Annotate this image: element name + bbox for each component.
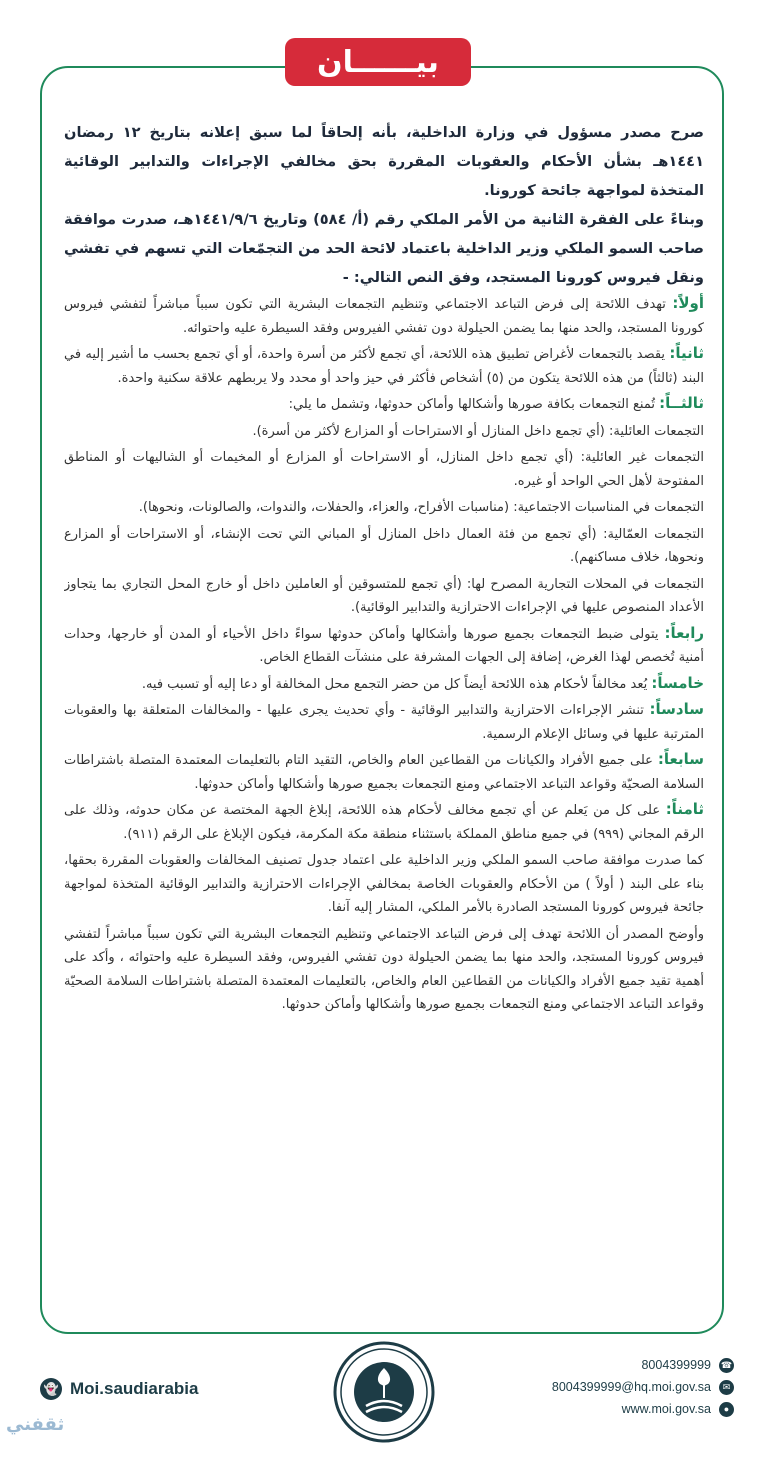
article-lead: سادساً: xyxy=(649,700,704,718)
social-handle: Moi.saudiarabia xyxy=(70,1379,199,1398)
article-text: يُعد مخالفاً لأحكام هذه اللائحة أيضاً كل من حضر التجمع محل المخالفة أو دعا إليه أو تسبب فيه. xyxy=(141,676,652,692)
article-paragraph xyxy=(64,698,704,746)
article-text: تهدف اللائحة إلى فرض التباعد الاجتماعي وتنظيم التجمعات البشرية التي تكون سبباً مباشراً لتفشي فيروس كورونا المستجد، والحد منها بما يضمن الحيلولة دون تفشي الفيروس وفقد السيطرة عليه واحتوائه. xyxy=(64,297,704,336)
article-lead: رابعاً: xyxy=(664,623,704,642)
snapchat-icon: 👻 xyxy=(40,1378,62,1400)
article-paragraph xyxy=(64,419,704,444)
article-lead: ثامناً: xyxy=(665,800,704,818)
article-text: على كل من يَعلم عن أي تجمع مخالف لأحكام هذه اللائحة، إبلاغ الجهة المختصة عن مكان حدوثه، وذلك على الرقم المجاني (٩٩٩) في جميع مناطق المملكة باستثناء منطقة مكة المكرمة، فيكون الإبلاغ على الرقم (٩١١). xyxy=(64,803,704,842)
articles-list xyxy=(64,292,704,1017)
phone-number: 8004399999 xyxy=(641,1358,711,1372)
article-text: وأوضح المصدر أن اللائحة تهدف إلى فرض التباعد الاجتماعي وتنظيم التجمعات البشرية التي تكون سبباً مباشراً لتفشي فيروس كورونا المستجد، والحد منها بما يضمن الحيلولة دون تفشي الفيروس، وفقد السيطرة عليه واحتوائه ، وأكد على أهمية تقيد جميع الأفراد والكيانات من القطاعين العام والخاص، بالتعليمات المعتمدة المتصلة باشتراطات السلامة الصحيّة وقواعد التباعد الاجتماعي ومنع التجمعات بجميع صورها وأشكالها وأماكن حدوثها. xyxy=(64,926,704,1012)
statement-title: بيــــــان xyxy=(285,38,471,86)
article-lead: خامساً: xyxy=(651,673,704,692)
intro-paragraph-1: صرح مصدر مسؤول في وزارة الداخلية، بأنه إلحاقاً لما سبق إعلانه بتاريخ ١٢ رمضان ١٤٤١هـ بشأن الأحكام والعقوبات المقررة بحق مخالفي الإجراءات والتدابير الوقائية المتخذة لمواجهة جائحة كورونا. xyxy=(64,124,704,199)
social-account[interactable] xyxy=(40,1378,198,1400)
article-lead: ثانياً: xyxy=(669,344,704,362)
article-text: التجمعات العمّالية: (أي تجمع من فئة العمال داخل المنازل أو المباني التي تحت الإنشاء، أو الاستراحات أو المزارع ونحوها، خلاف مساكنهم). xyxy=(64,526,704,565)
watermark-logo: ثقفني xyxy=(6,1414,65,1435)
email-address: 8004399999@hq.moi.gov.sa xyxy=(551,1380,711,1394)
article-paragraph xyxy=(64,292,704,340)
article-paragraph xyxy=(64,495,704,520)
article-paragraph xyxy=(64,848,704,920)
phone-row[interactable] xyxy=(534,1354,734,1376)
article-lead: أولاً: xyxy=(672,294,704,312)
phone-icon: ☎ xyxy=(719,1358,734,1373)
website-row[interactable] xyxy=(534,1398,734,1420)
article-text: التجمعات غير العائلية: (أي تجمع داخل المنازل، أو الاستراحات أو المزارع أو المخيمات أو الشاليهات أو المناطق المفتوحة لأهل الحي الواحد أو غيره. xyxy=(64,450,704,489)
footer xyxy=(0,1340,768,1458)
article-paragraph xyxy=(64,392,704,417)
article-paragraph xyxy=(64,672,704,697)
contact-info xyxy=(534,1354,734,1420)
article-paragraph xyxy=(64,522,704,570)
article-paragraph xyxy=(64,798,704,846)
article-text: على جميع الأفراد والكيانات من القطاعين العام والخاص، التقيد التام بالتعليمات المعتمدة المتصلة باشتراطات السلامة الصحيّة وقواعد التباعد الاجتماعي ومنع التجمعات بجميع صورها وأشكالها وأماكن حدوثها. xyxy=(64,753,704,792)
ministry-emblem-icon xyxy=(332,1340,436,1444)
article-text: يقصد بالتجمعات لأغراض تطبيق هذه اللائحة، أي تجمع لأكثر من أسرة واحدة، أو أي تجمع بحسب ما أشير إليه في البند (ثالثاً) من هذه اللائحة يتكون من (٥) أشخاص فأكثر في حيز واحد أو محدد ولا يربطهم علاقة سكنية واحدة. xyxy=(64,347,704,386)
statement-body xyxy=(64,118,704,1318)
globe-icon: ● xyxy=(719,1402,734,1417)
article-paragraph xyxy=(64,572,704,620)
article-text: تُمنع التجمعات بكافة صورها وأشكالها وأماكن حدوثها، وتشمل ما يلي: xyxy=(288,397,660,412)
article-lead: ثالثــاً: xyxy=(659,394,704,412)
article-paragraph xyxy=(64,748,704,796)
article-text: التجمعات في المناسبات الاجتماعية: (مناسبات الأفراح، والعزاء، والحفلات، والندوات، والصالونات، ونحوها). xyxy=(138,500,704,515)
article-paragraph xyxy=(64,342,704,390)
article-text: يتولى ضبط التجمعات بجميع صورها وأشكالها وأماكن حدوثها سواءً داخل الأحياء أو المدن أو خارجها، وحدات أمنية تُخصص لهذا الغرض، إضافة إلى الجهات المشرفة على منشآت القطاع الخاص. xyxy=(64,626,704,665)
article-text: التجمعات في المحلات التجارية المصرح لها: (أي تجمع للمتسوقين أو العاملين داخل أو خارج المحل التجاري بما يتجاوز الأعداد المنصوص عليها في الإجراءات الاحترازية والتدابير الوقائية). xyxy=(64,576,704,615)
email-row[interactable] xyxy=(534,1376,734,1398)
article-paragraph xyxy=(64,445,704,493)
article-paragraph xyxy=(64,922,704,1017)
article-text: تنشر الإجراءات الاحترازية والتدابير الوقائية - وأي تحديث يجرى عليها - والمخالفات المتعلقة بها والعقوبات المترتبة عليها في وسائل الإعلام الرسمية. xyxy=(64,703,704,742)
article-lead: سابعاً: xyxy=(657,750,704,768)
intro-paragraph-2: وبناءً على الفقرة الثانية من الأمر الملكي رقم (أ/ ٥٨٤) وتاريخ ١٤٤١/٩/٦هـ، صدرت موافقة صاحب السمو الملكي وزير الداخلية باعتماد لائحة الحد من التجمّعات التي تسهم في تفشي ونقل فيروس كورونا المستجد، وفق النص التالي: - xyxy=(64,211,704,286)
article-text: كما صدرت موافقة صاحب السمو الملكي وزير الداخلية على اعتماد جدول تصنيف المخالفات والعقوبات المقررة بحقها، بناء على البند ( أولاً ) من الأحكام والعقوبات الخاصة بمخالفي الإجراءات الاحترازية والتدابير الوقائية المتخذة لمواجهة جائحة فيروس كورونا المستجد الصادرة بالأمر الملكي، المشار إليه آنفا. xyxy=(64,853,704,915)
website-url: www.moi.gov.sa xyxy=(621,1402,711,1416)
article-paragraph xyxy=(64,622,704,670)
email-icon: ✉ xyxy=(719,1380,734,1395)
article-text: التجمعات العائلية: (أي تجمع داخل المنازل أو الاستراحات أو المزارع لأكثر من أسرة). xyxy=(252,423,704,439)
